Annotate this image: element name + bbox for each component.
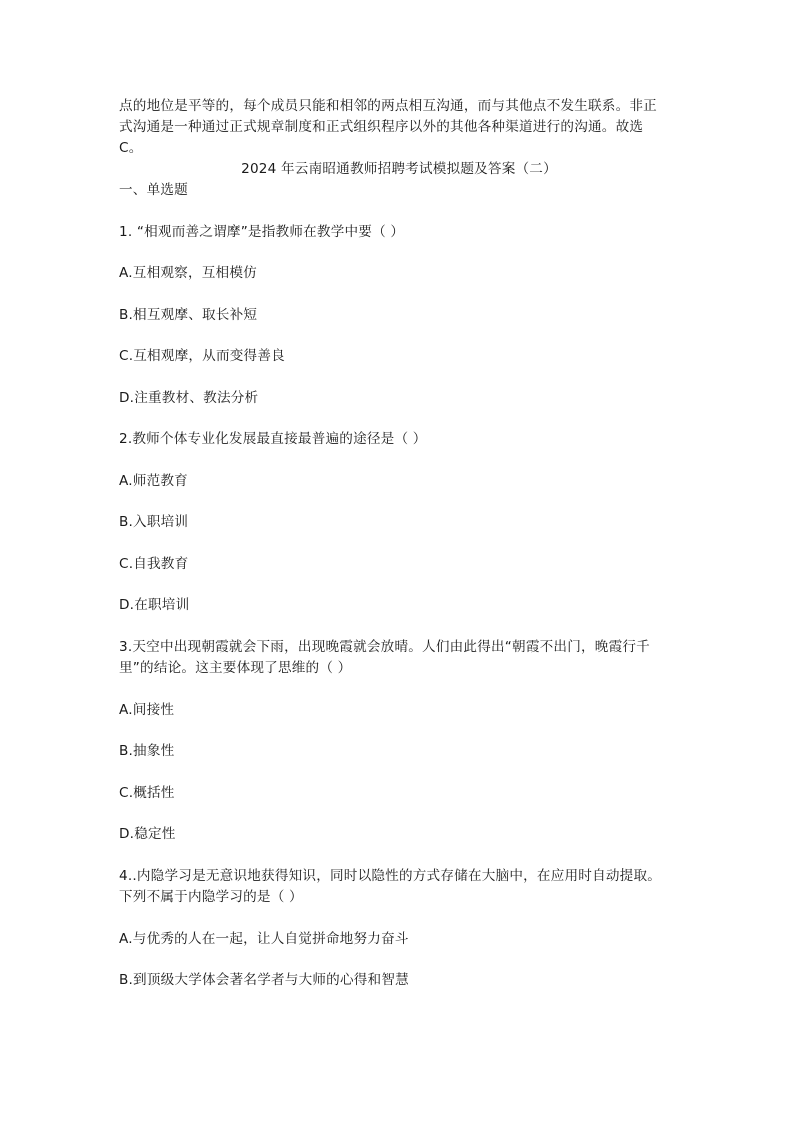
option-d: D.稳定性 [119,826,176,842]
option-d: D.注重教材、教法分析 [119,390,259,406]
section-heading: 一、单选题 [119,182,188,198]
option-a: A.间接性 [119,702,175,718]
continuation-line: 点的地位是平等的，每个成员只能和相邻的两点相互沟通，而与其他点不发生联系。非正 [119,98,657,114]
option-a: A.与优秀的人在一起，让人自觉拼命地努力奋斗 [119,931,409,947]
question-stem: 1. “相观而善之谓摩”是指教师在教学中要（ ） [119,224,405,240]
option-b: B.相互观摩、取长补短 [119,307,258,323]
question-stem: 3.天空中出现朝霞就会下雨，出现晚霞就会放晴。人们由此得出“朝霞不出门，晚霞行千 [119,639,650,655]
option-b: B.到顶级大学体会著名学者与大师的心得和智慧 [119,972,409,988]
question-stem: 里”的结论。这主要体现了思维的（ ） [119,660,352,676]
option-c: C.自我教育 [119,556,189,572]
page-title: 2024 年云南昭通教师招聘考试模拟题及答案（二） [241,161,557,177]
continuation-line: 式沟通是一种通过正式规章制度和正式组织程序以外的其他各种渠道进行的沟通。故选 [119,119,644,135]
question-stem: 2.教师个体专业化发展最直接最普遍的途径是（ ） [119,431,427,447]
option-c: C.互相观摩，从而变得善良 [119,348,285,364]
question-stem: 下列不属于内隐学习的是（ ） [119,889,303,905]
option-b: B.抽象性 [119,743,175,759]
question-stem: 4..内隐学习是无意识地获得知识，同时以隐性的方式存储在大脑中，在应用时自动提取。 [119,868,662,884]
option-c: C.概括性 [119,785,175,801]
option-b: B.入职培训 [119,514,189,530]
option-a: A.互相观察，互相模仿 [119,265,257,281]
option-d: D.在职培训 [119,597,190,613]
continuation-line: C。 [119,140,143,156]
option-a: A.师范教育 [119,473,188,489]
